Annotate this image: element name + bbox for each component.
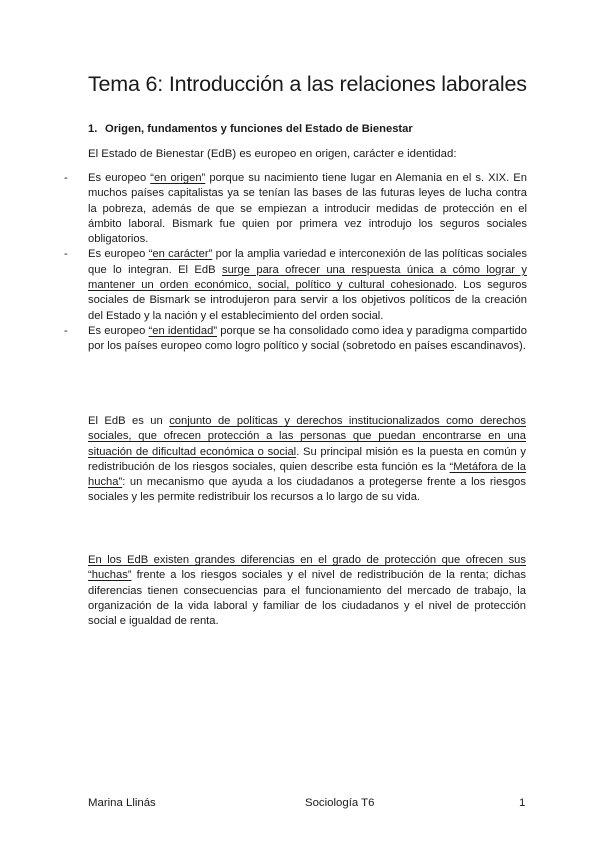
paragraph-text: frente a los riesgos sociales y el nivel de redistribución de la renta; dichas diferencias tienen consecuencias para el funcionamiento del mercado de trabajo, la organización de la vida laboral y familiar de los ciudadanos y el nivel de protección social e igualdad de renta. [88,569,526,628]
bullet-term: “en carácter” [148,248,213,261]
bullet-text: . Los seguros sociales de Bismark se introdujeron para servir a los objetivos políticos de la creación del Estado y la nación y el establecimiento del orden social. [88,279,527,322]
paragraph-text: : un mecanismo que ayuda a los ciudadanos a protegerse frente a los riesgos sociales y les permite redistribuir los recursos a lo largo de su vida. [88,476,526,504]
section-heading [88,123,413,135]
bullet-text: por la amplia variedad e interconexión de las políticas sociales que lo integran. El EdB [88,248,527,276]
bullet-dash: - [64,324,68,337]
intro-paragraph: El Estado de Bienestar (EdB) es europeo en origen, carácter e identidad: [88,148,457,160]
footer-subject: Sociología T6 [305,797,375,809]
paragraph-text: . Su principal misión es la puesta en común y redistribución de los riesgos sociales, quien describe esta función es la [88,445,526,473]
bullet-term: “en origen” [150,172,206,184]
bullet-list [60,171,527,355]
paragraph-definition [88,414,526,506]
metaphor-term: “Metáfora de la hucha” [88,460,527,489]
bullet-text: Es europeo [88,248,149,261]
bullet-text: porque su nacimiento tiene lugar en Alemania en el s. XIX. En muchos países capitalistas ya se tenían las bases de las futuras leyes de lucha contra la pobreza, además de que se empiezan a introducir medidas de protección en el ámbito laboral. Bismark fue quien por primera vez introdujo los seguros sociales obligatorios. [88,172,527,246]
page-title: Tema 6: Introducción a las relaciones laborales [88,72,527,96]
section-heading-text: Origen, fundamentos y funciones del Estado de Bienestar [105,123,413,135]
bullet-dash: - [64,172,68,184]
bullet-item-identity [60,324,527,355]
footer-author: Marina Llinás [88,797,156,809]
paragraph-differences [88,553,526,629]
footer-page-number: 1 [519,797,526,809]
underlined-phrase: conjunto de políticas y derechos institucionalizados como derechos sociales, que ofrecen protección a las personas que puedan encontrarse en una situación de dificultad económica o social [88,415,526,458]
underlined-phrase: En los EdB existen grandes diferencias en el grado de protección que ofrecen sus “huchas” [88,554,526,582]
bullet-term: “en identidad” [148,324,218,337]
bullet-dash: - [64,248,68,261]
bullet-text: Es europeo [88,172,151,184]
bullet-text: porque se ha consolidado como idea y paradigma compartido por los países europeo como logro político y social (sobretodo en países escandinavos). [88,324,527,353]
paragraph-text: El EdB es un [88,415,170,427]
underlined-phrase: surge para ofrecer una respuesta única a cómo lograr y mantener un orden económico, social, político y cultural cohesionado [88,263,527,292]
section-number: 1. [88,123,98,135]
bullet-item-origin [60,171,527,247]
bullet-item-character [60,247,527,323]
bullet-text: Es europeo [88,324,149,337]
